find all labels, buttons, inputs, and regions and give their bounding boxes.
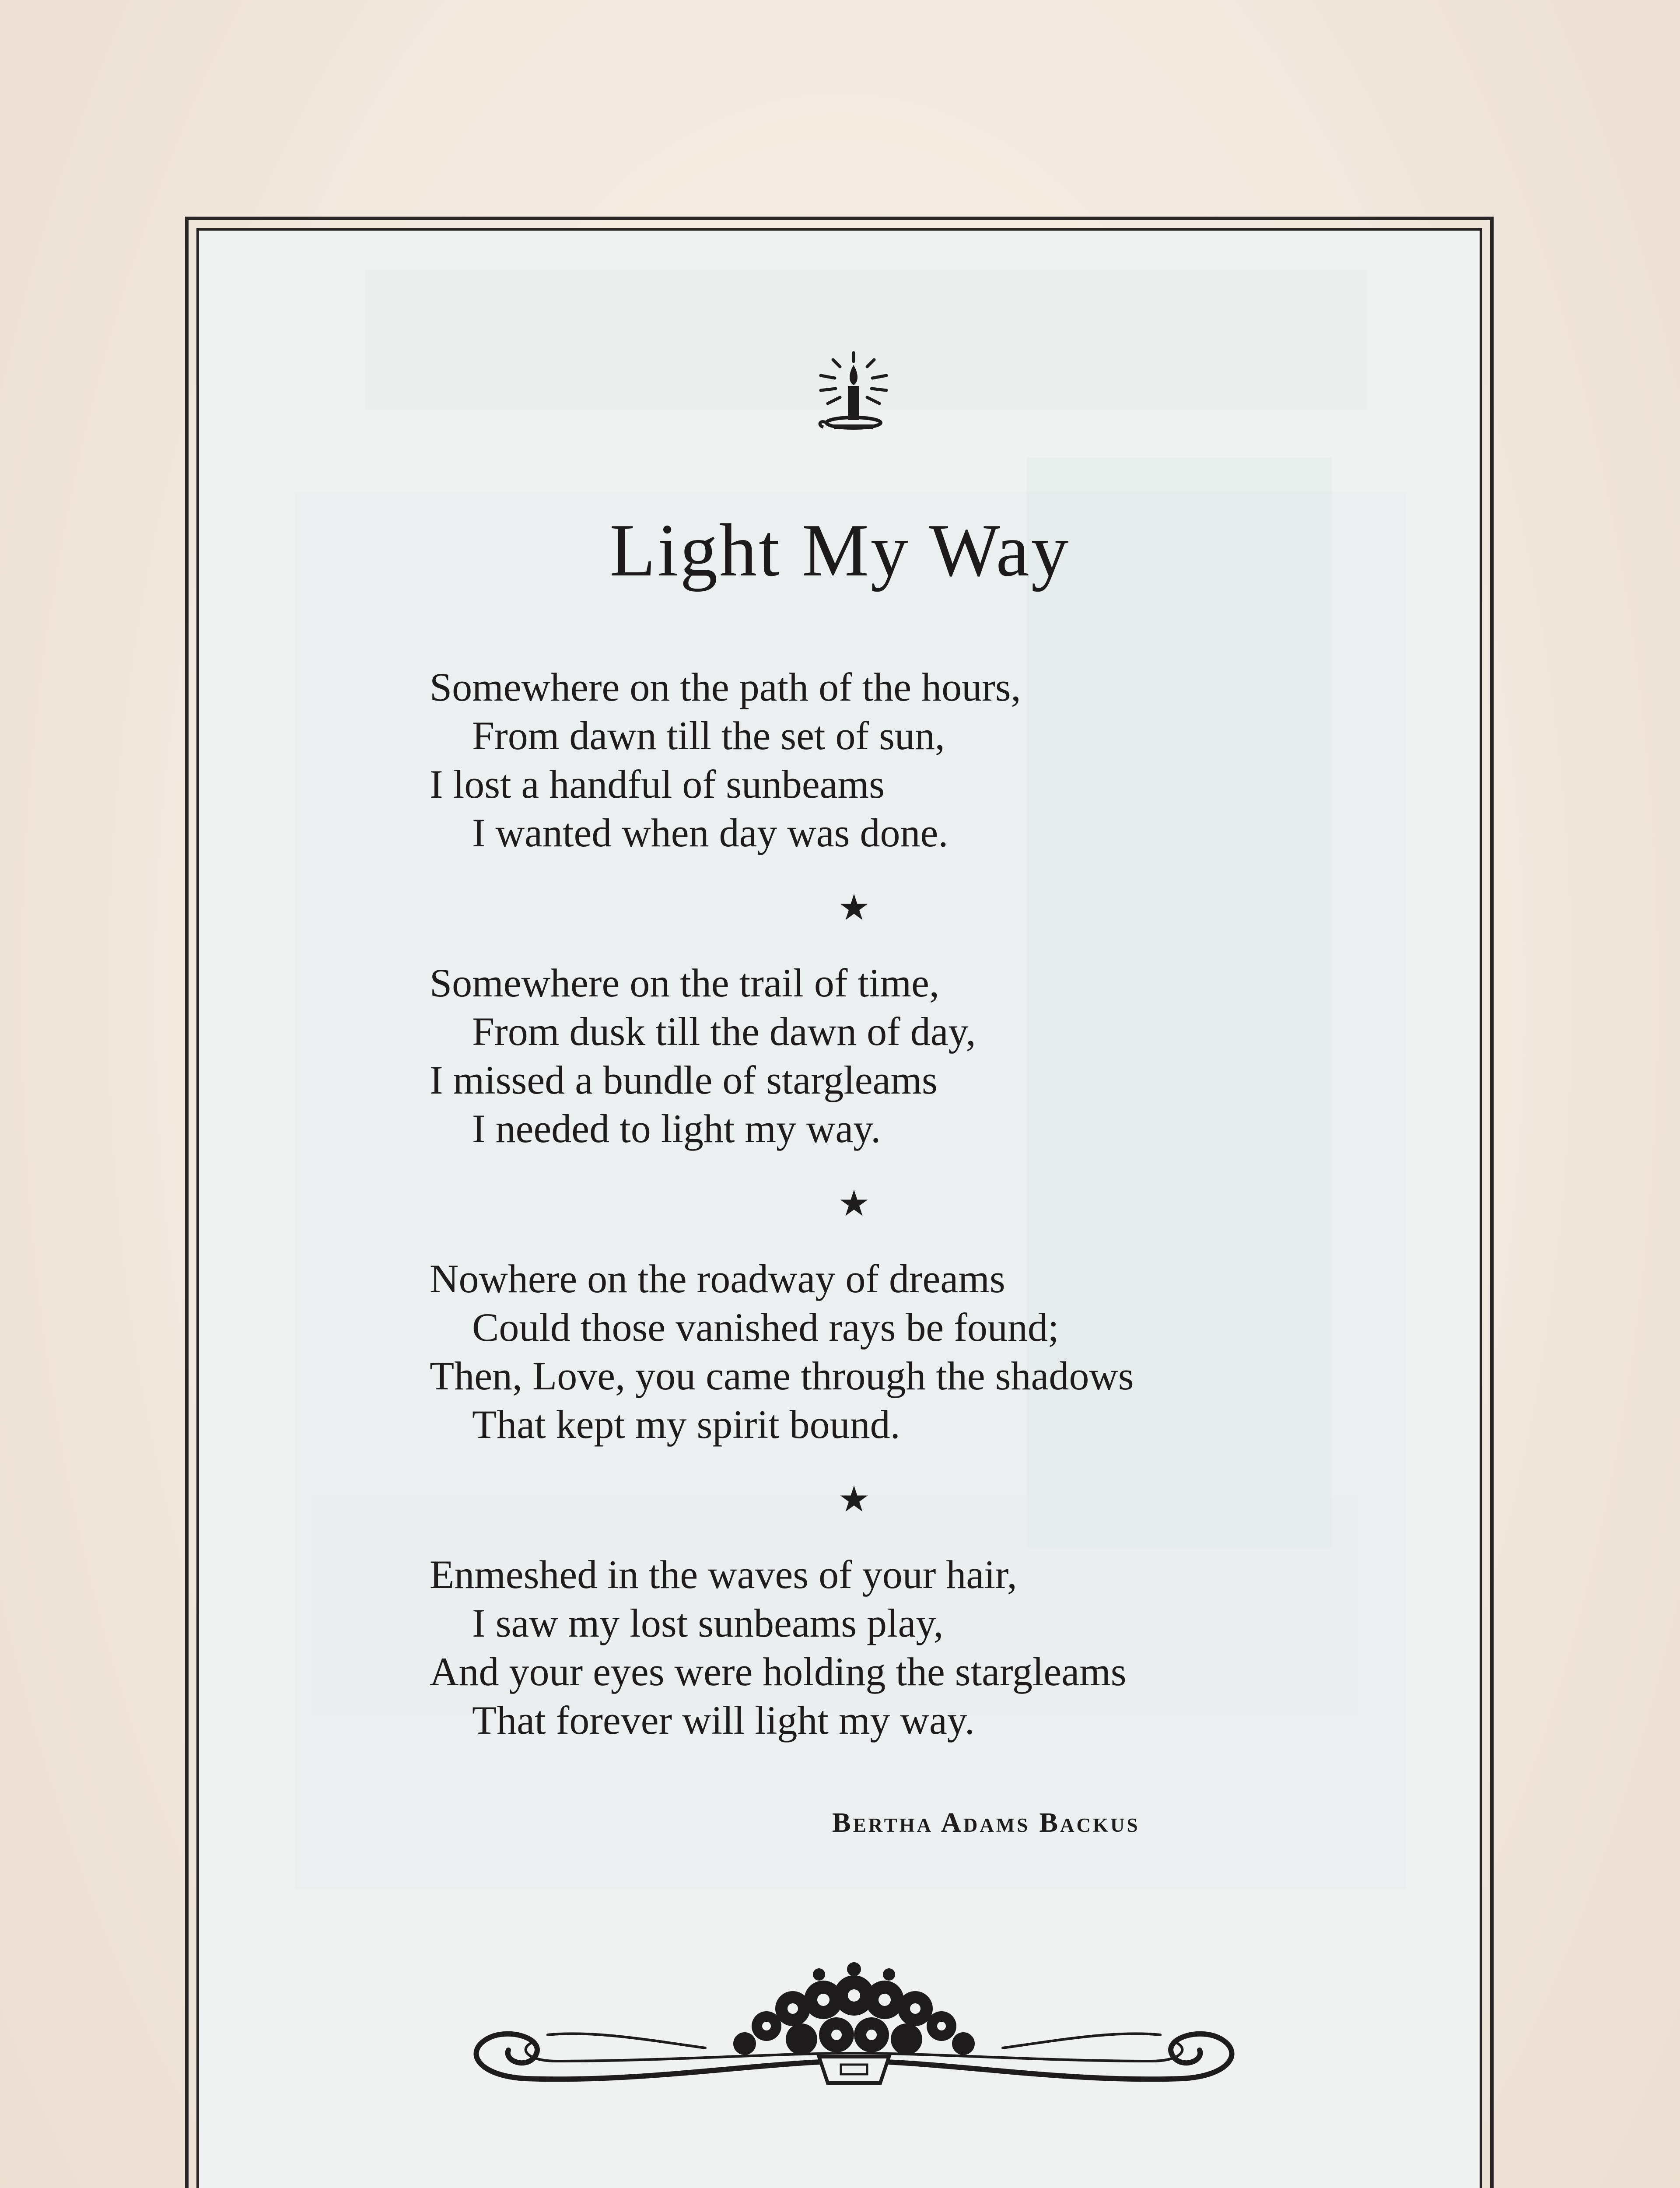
stanza-3 [430, 1255, 1348, 1449]
poem-line: I missed a bundle of stargleams [430, 1058, 938, 1102]
poem-line: That kept my spirit bound. [472, 1402, 900, 1447]
author-credit: Bertha Adams Backus [832, 1807, 1140, 1838]
poem-line: Could those vanished rays be found; [472, 1305, 1059, 1350]
poem-line: I wanted when day was done. [472, 810, 948, 855]
poem-line: Enmeshed in the waves of your hair, [430, 1552, 1017, 1597]
star-separator-icon: ★ [838, 1479, 870, 1520]
candle-icon [808, 350, 900, 438]
poem-line: I lost a handful of sunbeams [430, 762, 885, 806]
poem-title: Light My Way [609, 509, 1071, 592]
poem-line: I needed to light my way. [472, 1106, 881, 1151]
star-separator-icon: ★ [838, 887, 870, 929]
poem-line: I saw my lost sunbeams play, [472, 1601, 944, 1645]
floral-scroll-ornament-icon [460, 1952, 1248, 2096]
poem-line: And your eyes were holding the stargleams [430, 1649, 1127, 1694]
stanza-4 [430, 1550, 1348, 1745]
poem-line: That forever will light my way. [472, 1698, 975, 1743]
poem-line: From dawn till the set of sun, [472, 713, 945, 758]
poem-line: Nowhere on the roadway of dreams [430, 1256, 1005, 1301]
poem-line: Somewhere on the trail of time, [430, 961, 940, 1005]
stanza-2 [430, 959, 1348, 1153]
poem-line: From dusk till the dawn of day, [472, 1009, 976, 1054]
poem-line: Somewhere on the path of the hours, [430, 665, 1021, 709]
stanza-1 [430, 663, 1348, 857]
star-separator-icon: ★ [838, 1183, 870, 1224]
poem-body [430, 663, 1348, 1745]
poem-line: Then, Love, you came through the shadows [430, 1353, 1134, 1398]
